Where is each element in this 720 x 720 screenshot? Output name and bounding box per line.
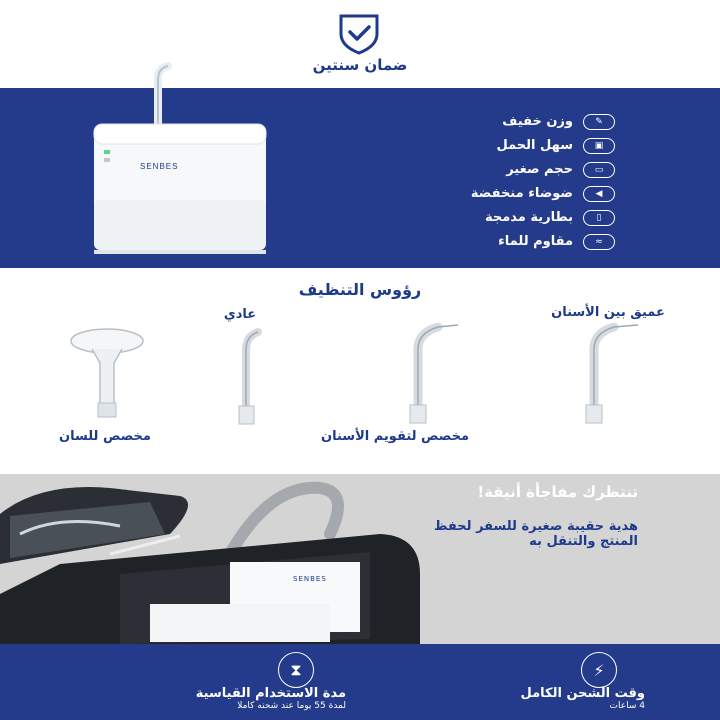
feature-label: مقاوم للماء <box>498 234 573 249</box>
cleaning-heads-section <box>0 268 720 474</box>
hourglass-icon: ⧗ <box>278 652 314 688</box>
usage-time-stat <box>46 644 346 720</box>
gift-title: تنتظرك مفاجأة أنيقة! <box>477 483 638 501</box>
briefcase-icon: ▣ <box>583 138 615 154</box>
usage-value: لمدة 55 يوما عند شحنه كاملا <box>237 701 346 711</box>
travel-case-section <box>0 474 720 644</box>
battery-icon: ▯ <box>583 210 615 226</box>
orthodontic-head-image <box>398 323 468 433</box>
box-icon: ▭ <box>583 162 615 178</box>
features-list <box>300 110 615 254</box>
speaker-icon: ◀ <box>583 186 615 202</box>
water-icon: ≈ <box>583 234 615 250</box>
device-brand-label: SENBES <box>140 162 179 171</box>
case-device-brand: SENBES <box>293 575 327 583</box>
heads-title: رؤوس التنظيف <box>298 280 422 299</box>
charge-time-stat <box>345 644 645 720</box>
label-periodontal: عميق بين الأسنان <box>551 305 665 320</box>
feature-low-noise <box>300 182 615 205</box>
battery-charge-icon: ⚡ <box>581 652 617 688</box>
warranty-title: ضمان سنتين <box>312 56 408 74</box>
usage-title: مدة الاستخدام القياسية <box>195 686 346 701</box>
label-orthodontic: مخصص لتقويم الأسنان <box>321 429 469 444</box>
feature-label: حجم صغير <box>506 162 573 177</box>
tongue-head-image <box>62 323 152 433</box>
gift-text: هدية حقيبة صغيرة للسفر لحفظ المنتج والتنقل به <box>434 519 638 549</box>
feather-icon: ✎ <box>583 114 615 130</box>
feature-label: بطارية مدمجة <box>484 210 573 225</box>
water-flosser-device <box>88 60 278 260</box>
feature-portable <box>300 134 615 157</box>
charge-value: 4 ساعات <box>609 701 645 711</box>
feature-small-size <box>300 158 615 181</box>
feature-light-weight <box>300 110 615 133</box>
charge-title: وقت الشحن الكامل <box>520 686 645 701</box>
feature-label: ضوضاء منخفضة <box>470 186 573 201</box>
feature-label: وزن خفيف <box>502 114 573 129</box>
label-standard: عادي <box>223 307 257 322</box>
stats-band <box>0 644 720 720</box>
shield-check-icon <box>327 12 391 56</box>
feature-waterproof <box>300 230 615 253</box>
label-tongue: مخصص للسان <box>59 429 151 444</box>
feature-label: سهل الحمل <box>496 138 573 153</box>
periodontal-head-image <box>574 323 644 433</box>
feature-built-in-battery <box>300 206 615 229</box>
standard-head-image <box>228 328 278 438</box>
